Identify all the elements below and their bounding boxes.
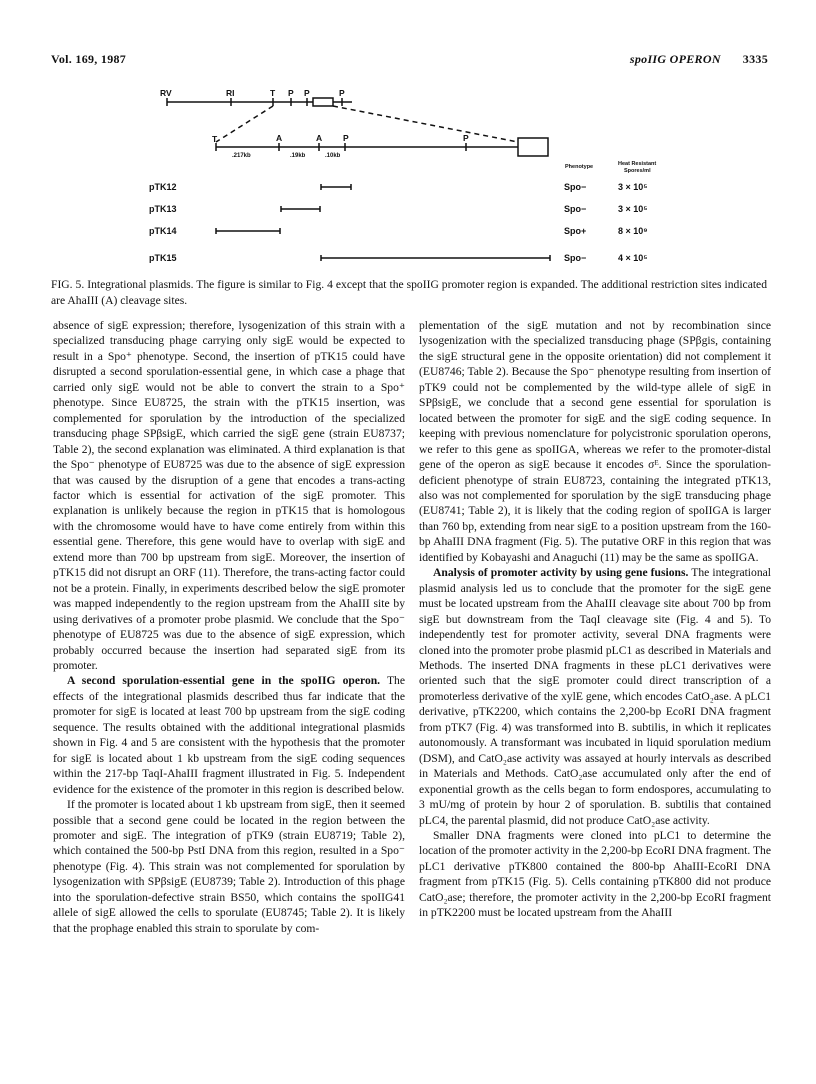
spores-pTK12: 3 × 10⁵ (618, 182, 648, 192)
expansion-line-right (333, 106, 518, 142)
left-paragraph-1: absence of sigE expression; therefore, lysogenization of this strain with a specialized transducing phage carrying only sigE would be expected to result in a Spo⁺ phenotype. Second, the insertion of pTK15 could have disrupted a second sporulation-essential gene, in which case a phage that carried only sigE would not be able to convert the strain to a Spo⁺ phenotype. Since EU8725, the strain with the pTK15 insertion, was complemented for sporulation by the introduction of the specialized transducing phage SPβsigE, which carried the sigE gene (strain EU8737; Table 2), the second explanation was eliminated. A third explanation is that the Spo⁻ phenotype of EU8725 was due to the absence of sigE expression that was caused by the disruption of a gene that encodes a trans-acting factor which is essential for activation of the sigE promoter. This explanation is unlikely because the region in pTK15 that is homologous with the chromosome would have to have come entirely from within this essential gene. Therefore, this gene would have to overlap with sigE and extend more than 700 bp upstream from sigE. Moreover, the insertion of pTK15 did not disrupt an ORF (11). Therefore, the trans-acting factor could not be a protein. Finally, in experiments described below the sigE promoter was mapped independently to the region upstream from the AhaIII site by using derivatives of a promoter probe plasmid. We conclude that the Spo⁻ phenotype of EU8725 was due to the absence of sigE expression, which probably occurred because the insertion had separated sigE from its promoter. (53, 319, 405, 672)
plasmid-pTK14: pTK14 (149, 226, 177, 236)
map-label-RI: RI (226, 88, 235, 98)
spores-pTK14: 8 × 10⁹ (618, 226, 648, 236)
phenotype-pTK15: Spo− (564, 253, 587, 263)
distance-19kb: .19kb (290, 153, 306, 159)
phenotype-pTK12: Spo− (564, 182, 587, 192)
exp-label-A1: A (276, 133, 283, 143)
spores-pTK15: 4 × 10⁵ (618, 253, 648, 263)
exp-label-A2: A (316, 133, 323, 143)
right-paragraph-3: Smaller DNA fragments were cloned into pLC1 to determine the location of the promoter activity in the 2,200-bp EcoRI DNA fragment. The pLC1 derivative pTK800 contained the 800-bp AhaIII-EcoRI DNA fragment from pTK15 (Fig. 5). Cells containing pTK800 did not produce CatO₂ase; therefore, the promoter activity in the 2,200-bp EcoRI fragment in pTK2200 must be located upstream from the AhaIII (419, 828, 771, 920)
sigE-box-expanded (518, 138, 548, 156)
exp-label-T: T (212, 134, 218, 144)
spores-pTK13: 3 × 10⁵ (618, 204, 648, 214)
sigE-box-top (313, 98, 333, 106)
section-heading-second-gene: A second sporulation-essential gene in the spoIIG operon. (67, 674, 381, 688)
col-header-heat-resistant: Heat Resistant (618, 161, 657, 167)
running-header (630, 52, 768, 67)
page-number: 3335 (742, 52, 768, 66)
journal-volume: Vol. 169, 1987 (51, 52, 127, 66)
left-column (53, 318, 405, 936)
distance-10kb: .10kb (325, 153, 341, 159)
map-label-P1: P (288, 88, 294, 98)
exp-label-P1: P (343, 133, 349, 143)
exp-label-P2: P (463, 133, 469, 143)
right-paragraph-2 (419, 565, 771, 828)
right-paragraph-2-text: The integrational plasmid analysis led us to conclude that the promoter for the sigE gene must be located upstream from the AhaIII cleavage site about 700 bp from sigE but downstream from the TaqI cleavage site (Fig. 4 and 5). To independently test for promoter activity, several DNA fragments were cloned into the promoter probe plasmid pLC1 as described in Materials and Methods. The inserted DNA fragments in these pLC1 derivatives were oriented such that the sigE promoter could direct transcription of a promoterless derivative of the xylE gene, which encodes CatO₂ase. A pLC1 derivative, pTK2200, which contains the 2,200-bp EcoRI DNA fragment from pTK7 (Fig. 4) was transformed into B. subtilis, in which it replicates autonomously. A transformant was incubated in liquid sporulation medium (DSM), and CatO₂ase activity was assayed at hourly intervals as described in Materials and Methods. CatO₂ase accumulated only after the end of exponential growth as the cells began to form endospores, accumulating to 3 mU/mg of protein by hour 2 of sporulation. B. subtilis that contained pLC4, the parental plasmid, did not produce CatO₂ase activity. (419, 566, 771, 827)
figure-caption: FIG. 5. Integrational plasmids. The figure is similar to Fig. 4 except that the spoIIG promoter region is expanded. The additional restriction sites indicated are AhaIII (A) cleavage sites. (51, 278, 767, 307)
phenotype-pTK14: Spo+ (564, 226, 587, 236)
phenotype-pTK13: Spo− (564, 204, 587, 214)
section-heading-promoter-activity: Analysis of promoter activity by using gene fusions. (433, 566, 689, 580)
plasmid-pTK15: pTK15 (149, 253, 177, 263)
plasmid-pTK12: pTK12 (149, 182, 177, 192)
right-column (419, 318, 771, 921)
col-header-phenotype: Phenotype (565, 164, 594, 170)
map-label-T: T (270, 88, 276, 98)
map-label-P2: P (304, 88, 310, 98)
distance-217kb: .217kb (232, 153, 251, 159)
left-paragraph-3: If the promoter is located about 1 kb upstream from sigE, then it seemed possible that a second gene could be located in the region between the promoter and sigE. The integration of pTK9 (strain EU8719; Table 2), which contained the 500-bp PstI DNA from this region, resulted in a Spo⁻ phenotype (Fig. 4). This strain was not complemented for sporulation by lysogenization with SPβsigE (EU8739; Table 2). Introduction of this phage into the sporulation-defective strain BS50, which contains the spoIIG41 allele of sigE allowed the cells to sporulate (EU8745; Table 2). It is likely that the prophage enabled this strain to sporulate by com- (53, 798, 405, 935)
right-paragraph-1: plementation of the sigE mutation and not by recombination since lysogenization with the specialized transducing phage (SPβgis, containing the sigE structural gene in the opposite orientation) did not complement it (EU8746; Table 2). Because the Spo⁻ phenotype resulting from insertion of pTK9 could not be complemented by the wild-type allele of sigE in SPβsigE, we conclude that a second gene essential for sporulation is located between the promoter for sigE and the sigE coding sequence. In keeping with previous nomenclature for polycistronic sporulation operons, we refer to this gene as spoIIGA, whereas we refer to the promoter-distal gene of the operon as sigE because it encodes σᴱ. Since the sporulation-deficient phenotype of strain EU8723, containing the integrated pTK13, also was not complemented for sporulation by the sigE transducing phage (EU8741; Table 2), it is likely that the coding region of spoIIGA is larger than 760 bp, extending from near sigE to a position upstream from the 160-bp AhaIII DNA fragment (Fig. 5). The putative ORF in this region that was identified by Kobayashi and Anaguchi (11) may be the same as spoIIGA. (419, 319, 771, 564)
expansion-line-left (216, 106, 273, 142)
map-label-RV: RV (160, 88, 172, 98)
map-label-P3: P (339, 88, 345, 98)
left-paragraph-2-text: The effects of the integrational plasmids described thus far indicate that the promoter for sigE is located at least 700 bp upstream from the sigE coding sequence. The results obtained with the additional integrational plasmids shown in Fig. 4 and 5 are consistent with the hypothesis that the promoter for sigE is located about 1 kb upstream from the sigE coding sequences within the 217-bp TaqI-AhaIII fragment illustrated in Fig. 5. Independent evidence for the existence of the promoter in this region is described below. (53, 674, 405, 796)
col-header-spores-ml: Spores/ml (624, 168, 651, 174)
running-title: spoIIG OPERON (629, 52, 721, 66)
figure-5 (0, 70, 816, 275)
left-paragraph-2 (53, 673, 405, 797)
plasmid-pTK13: pTK13 (149, 204, 177, 214)
